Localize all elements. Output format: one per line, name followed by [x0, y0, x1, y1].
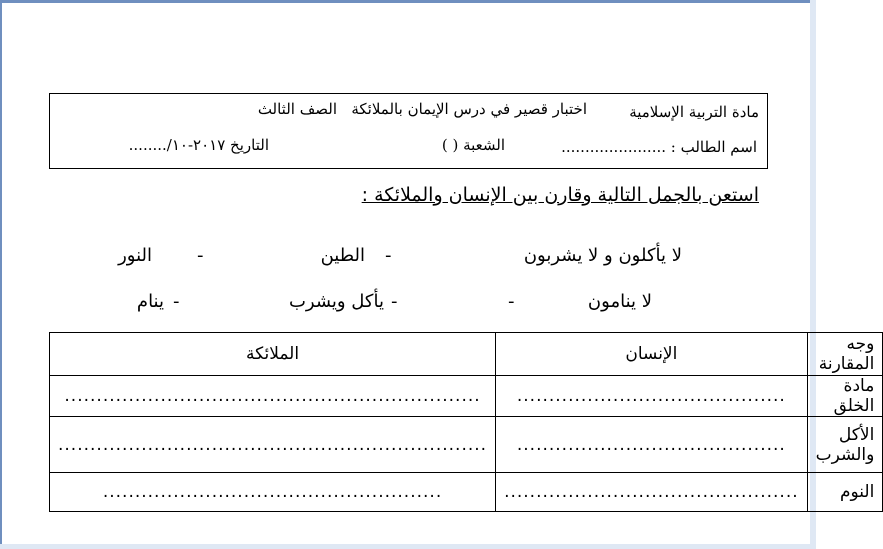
section-field: الشعبة ( )	[441, 136, 505, 154]
aspect-cell: مادة الخلق	[807, 376, 883, 417]
quiz-title: اختبار قصير في درس الإيمان بالملائكة	[351, 100, 587, 118]
table-row	[50, 473, 883, 512]
comparison-table	[49, 332, 883, 512]
window-bottom-border	[0, 544, 816, 549]
table-row	[50, 376, 883, 417]
header-aspect: وجه المقارنة	[807, 333, 883, 376]
separator-dash: -	[385, 245, 392, 266]
header-angels: الملائكة	[50, 333, 496, 376]
separator-dash: -	[173, 291, 180, 312]
table-header-row	[50, 333, 883, 376]
angels-answer-blank[interactable]: .................................................................	[50, 376, 496, 417]
human-answer-blank[interactable]: ..............................................	[496, 473, 808, 512]
separator-dash: -	[391, 291, 398, 312]
statement-no-sleep: لا ينامون	[587, 291, 652, 312]
statement-clay: الطين	[320, 245, 365, 266]
student-name-field: اسم الطالب : ......................	[561, 138, 757, 156]
human-answer-blank[interactable]: ..........................................	[496, 376, 808, 417]
window-left-border	[0, 0, 2, 549]
angels-answer-blank[interactable]: ...................................................................	[50, 417, 496, 473]
header-human: الإنسان	[496, 333, 808, 376]
human-answer-blank[interactable]: ..........................................	[496, 417, 808, 473]
statement-light: النور	[118, 245, 152, 266]
window-top-border	[0, 0, 816, 3]
aspect-cell: الأكل والشرب	[807, 417, 883, 473]
quiz-header-box	[49, 93, 768, 169]
separator-dash: -	[508, 291, 515, 312]
aspect-cell: النوم	[807, 473, 883, 512]
date-field: التاريخ ٢٠١٧-١٠/........	[128, 136, 269, 154]
statement-eats-drinks: يأكل ويشرب	[288, 291, 384, 312]
grade-label: الصف الثالث	[257, 100, 337, 118]
table-row	[50, 417, 883, 473]
statement-sleeps: ينام	[136, 291, 164, 312]
angels-answer-blank[interactable]: .....................................................	[50, 473, 496, 512]
statement-no-eat-drink: لا يأكلون و لا يشربون	[523, 245, 682, 266]
instruction-text: استعن بالجمل التالية وقارن بين الإنسان والملائكة :	[361, 184, 759, 206]
separator-dash: -	[197, 245, 204, 266]
subject-label: مادة التربية الإسلامية	[629, 103, 759, 121]
